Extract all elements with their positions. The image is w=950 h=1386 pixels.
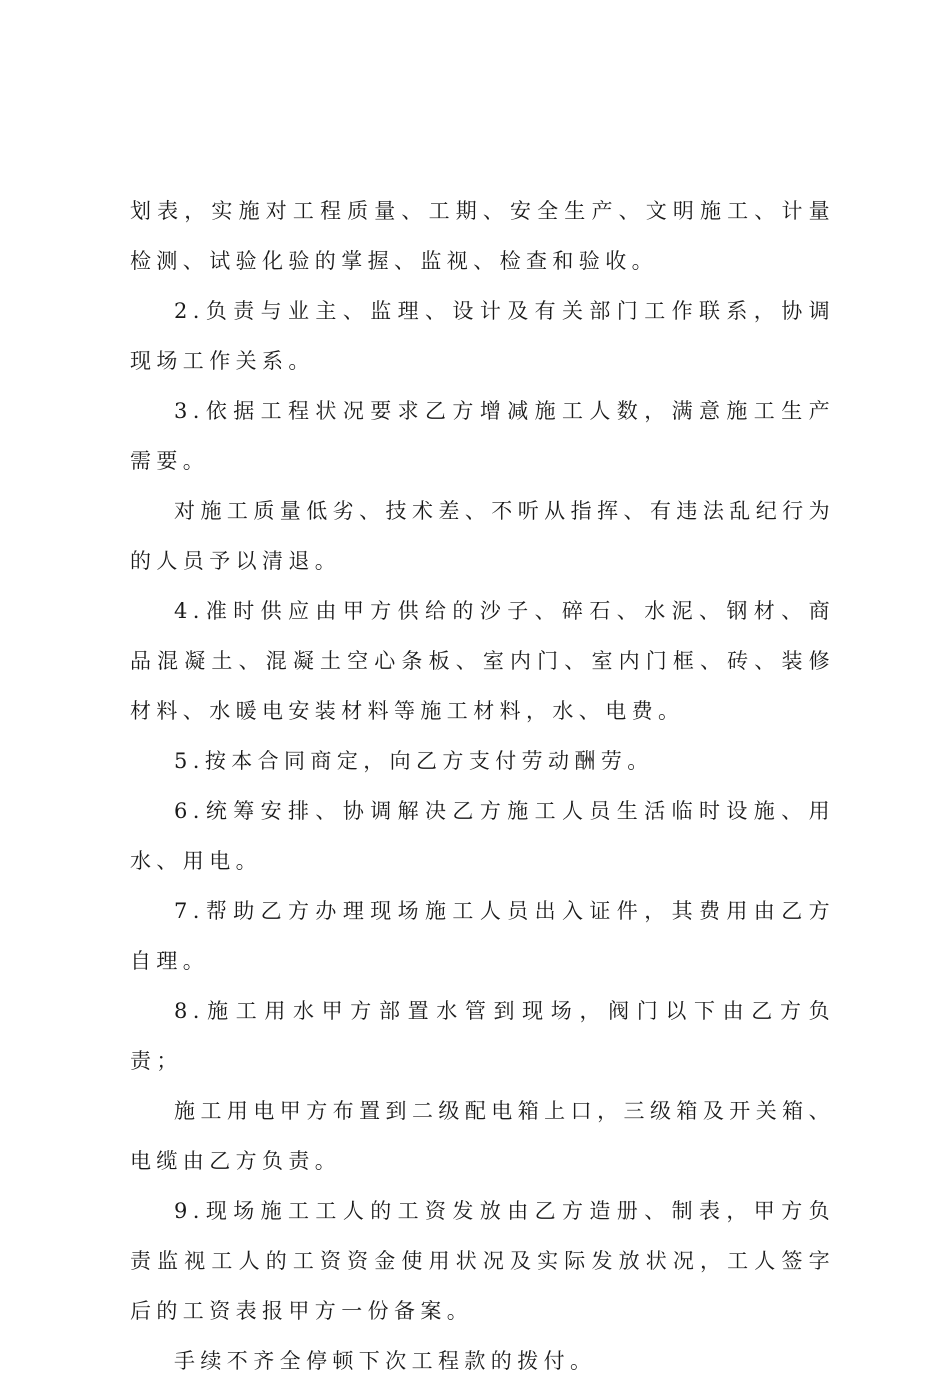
paragraph-item-3: 3.依据工程状况要求乙方增减施工人数，满意施工生产需要。: [130, 399, 835, 473]
paragraph-continuation: 划表，实施对工程质量、工期、安全生产、文明施工、计量检测、试验化验的掌握、监视、检查和验收。: [130, 199, 835, 273]
paragraph-item-8-note: 施工用电甲方布置到二级配电箱上口，三级箱及开关箱、电缆由乙方负责。: [130, 1099, 835, 1173]
document-body: [130, 186, 835, 1386]
paragraph-item-5: 5.按本合同商定，向乙方支付劳动酬劳。: [174, 749, 654, 773]
paragraph-item-4: 4.准时供应由甲方供给的沙子、碎石、水泥、钢材、商品混凝土、混凝土空心条板、室内门、室内门框、砖、装修材料、水暖电安装材料等施工材料，水、电费。: [130, 599, 835, 723]
paragraph-item-8: 8.施工用水甲方部置水管到现场，阀门以下由乙方负责；: [130, 999, 835, 1073]
paragraph-item-2: 2.负责与业主、监理、设计及有关部门工作联系，协调现场工作关系。: [130, 299, 835, 373]
paragraph-item-9: 9.现场施工工人的工资发放由乙方造册、制表，甲方负责监视工人的工资资金使用状况及实际发放状况，工人签字后的工资表报甲方一份备案。: [130, 1199, 835, 1323]
paragraph-item-9-note: 手续不齐全停顿下次工程款的拨付。: [174, 1349, 597, 1373]
paragraph-item-6: 6.统筹安排、协调解决乙方施工人员生活临时设施、用水、用电。: [130, 799, 835, 873]
paragraph-item-3-note: 对施工质量低劣、技术差、不听从指挥、有违法乱纪行为的人员予以清退。: [130, 499, 835, 573]
paragraph-item-7: 7.帮助乙方办理现场施工人员出入证件，其费用由乙方自理。: [130, 899, 835, 973]
